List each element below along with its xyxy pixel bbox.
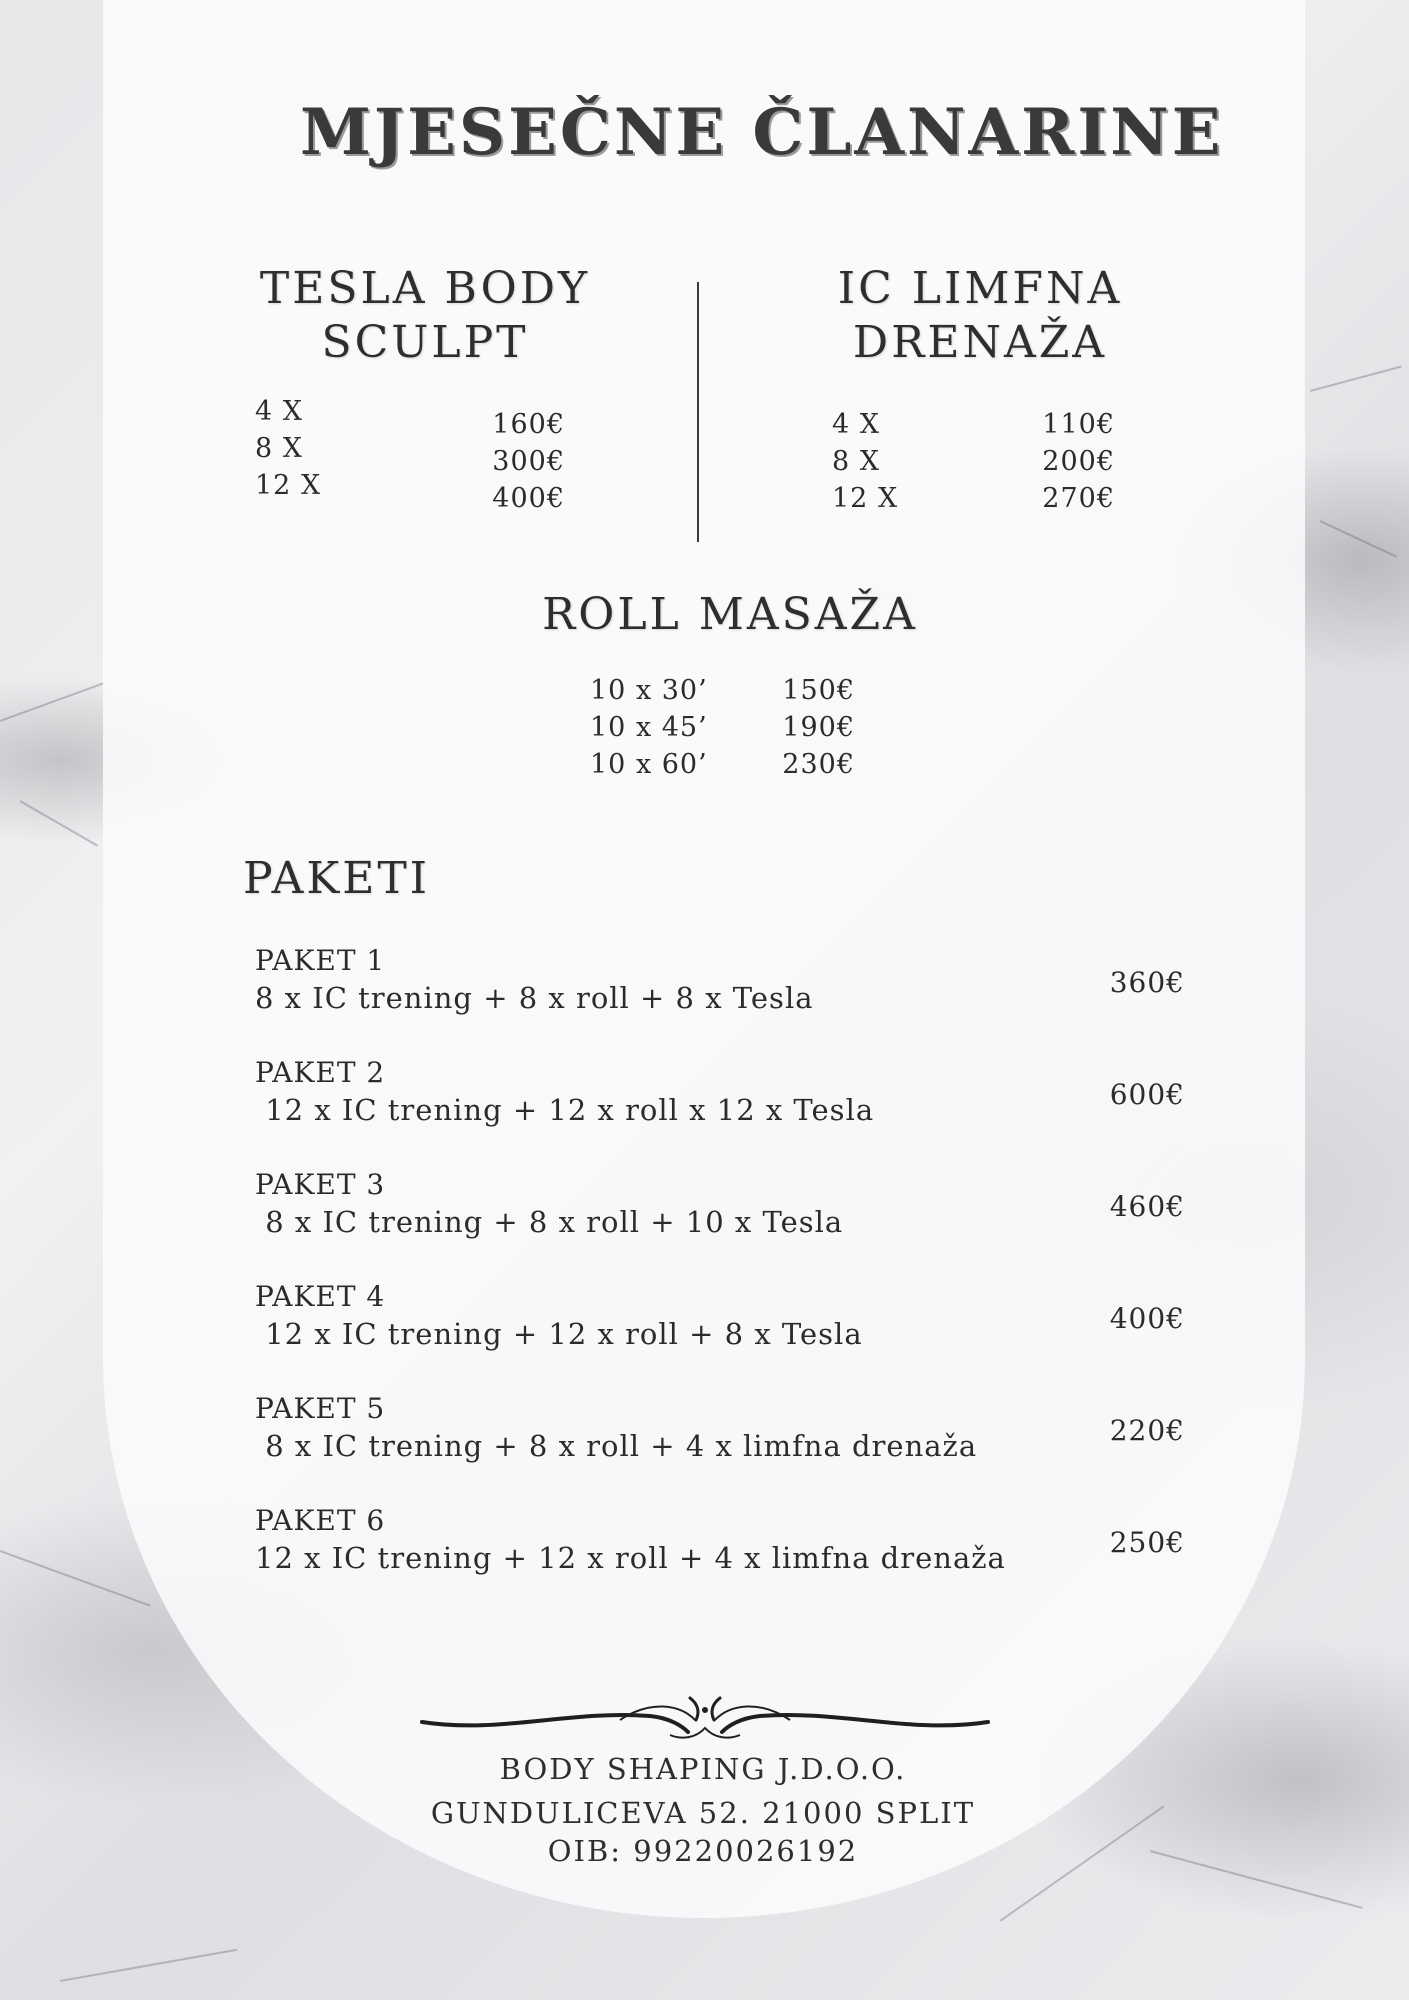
package-item — [255, 1056, 1185, 1156]
footer-oib: OIB: 99220026192 — [547, 1834, 859, 1868]
tesla-price: 160€ — [492, 409, 565, 440]
footer-company: BODY SHAPING J.D.O.O. — [499, 1752, 907, 1786]
roll-price: 230€ — [782, 749, 855, 780]
roll-qty: 10 x 45’ — [590, 712, 708, 743]
package-price: 250€ — [1109, 1526, 1185, 1559]
package-item — [255, 1392, 1185, 1492]
page-title: MJESEČNE ČLANARINE — [300, 95, 1224, 170]
limfna-price-list — [990, 406, 1115, 517]
package-price: 360€ — [1109, 966, 1185, 999]
roll-section-title: ROLL MASAŽA — [542, 589, 918, 640]
tesla-title-line2: SCULPT — [321, 317, 529, 368]
package-price: 460€ — [1109, 1190, 1185, 1223]
marble-vein — [20, 800, 99, 847]
tesla-qty-list — [255, 393, 375, 504]
package-name: PAKET 1 — [255, 944, 386, 977]
limfna-qty-list — [832, 406, 952, 517]
limfna-title-line1: IC LIMFNA — [837, 263, 1123, 314]
limfna-qty: 12 X — [832, 483, 899, 514]
package-description: 12 x IC trening + 12 x roll + 4 x limfna drenaža — [255, 1541, 1006, 1575]
package-description: 8 x IC trening + 8 x roll + 8 x Tesla — [255, 981, 814, 1015]
package-price: 400€ — [1109, 1302, 1185, 1335]
marble-vein — [0, 1550, 151, 1607]
limfna-section-title — [820, 262, 1140, 370]
roll-qty: 10 x 30’ — [590, 675, 708, 706]
roll-price-list — [745, 672, 855, 783]
roll-qty: 10 x 60’ — [590, 749, 708, 780]
footer-address: GUNDULICEVA 52. 21000 SPLIT — [430, 1796, 976, 1830]
tesla-qty: 8 X — [255, 433, 303, 464]
section-divider — [697, 282, 699, 542]
roll-price: 150€ — [782, 675, 855, 706]
marble-vein — [1320, 520, 1398, 558]
marble-vein — [1150, 1850, 1363, 1909]
roll-qty-list — [590, 672, 730, 783]
tesla-qty: 12 X — [255, 470, 322, 501]
package-name: PAKET 4 — [255, 1280, 386, 1313]
limfna-price: 270€ — [1042, 483, 1115, 514]
paketi-section-title: PAKETI — [243, 853, 431, 904]
package-description: 8 x IC trening + 8 x roll + 4 x limfna drenaža — [255, 1429, 978, 1463]
package-name: PAKET 2 — [255, 1056, 386, 1089]
marble-vein — [0, 682, 104, 722]
marble-vein — [60, 1949, 238, 1982]
limfna-qty: 4 X — [832, 409, 880, 440]
tesla-price-list — [440, 406, 565, 517]
limfna-qty: 8 X — [832, 446, 880, 477]
package-item — [255, 1280, 1185, 1380]
tesla-section-title — [230, 262, 620, 370]
package-description: 8 x IC trening + 8 x roll + 10 x Tesla — [255, 1205, 844, 1239]
tesla-price: 300€ — [492, 446, 565, 477]
tesla-title-line1: TESLA BODY — [259, 263, 591, 314]
limfna-title-line2: DRENAŽA — [852, 317, 1108, 368]
package-description: 12 x IC trening + 12 x roll + 8 x Tesla — [255, 1317, 863, 1351]
package-name: PAKET 6 — [255, 1504, 386, 1537]
package-price: 600€ — [1109, 1078, 1185, 1111]
package-item — [255, 944, 1185, 1044]
package-name: PAKET 3 — [255, 1168, 386, 1201]
tesla-qty: 4 X — [255, 396, 303, 427]
package-description: 12 x IC trening + 12 x roll x 12 x Tesla — [255, 1093, 875, 1127]
package-name: PAKET 5 — [255, 1392, 386, 1425]
package-item — [255, 1168, 1185, 1268]
limfna-price: 200€ — [1042, 446, 1115, 477]
marble-vein — [1310, 365, 1402, 392]
roll-price: 190€ — [782, 712, 855, 743]
ornament-divider-icon — [420, 1690, 990, 1750]
limfna-price: 110€ — [1042, 409, 1115, 440]
package-item — [255, 1504, 1185, 1604]
tesla-price: 400€ — [492, 483, 565, 514]
package-price: 220€ — [1109, 1414, 1185, 1447]
